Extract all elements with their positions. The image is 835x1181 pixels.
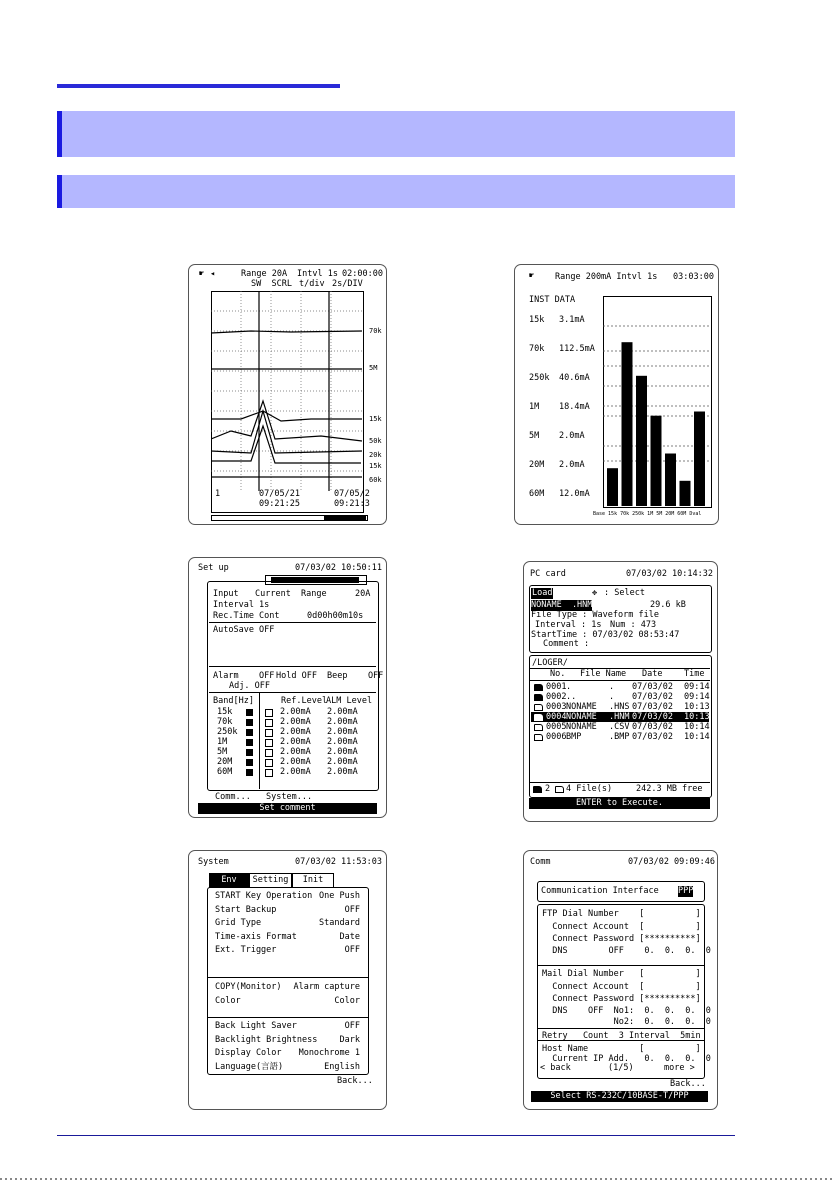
ch-label: 15k — [369, 462, 382, 470]
ch-label: 50k — [369, 437, 382, 445]
footer-hint: Select RS-232C/10BASE-T/PPP — [531, 1091, 708, 1102]
band-bar — [636, 376, 647, 506]
col-time: Time — [684, 669, 705, 679]
file-name: BMP — [566, 732, 582, 742]
band-label: 15k — [217, 707, 233, 717]
ref-checkbox[interactable] — [265, 769, 273, 777]
file-ext: . — [609, 692, 615, 702]
col-no: No. — [550, 669, 566, 679]
input-type[interactable]: Current — [255, 589, 291, 599]
setting-label: Backlight Brightness — [215, 1034, 318, 1045]
setting-label: Language(言語) — [215, 1061, 284, 1072]
setting-value[interactable]: OFF — [344, 945, 360, 955]
file-name: .. — [566, 692, 577, 702]
mode-label: SW SCRL — [251, 279, 292, 289]
file-type-icon — [534, 704, 543, 711]
datetime: 07/03/02 10:14:32 — [626, 569, 713, 579]
folder-icon — [533, 786, 542, 793]
alm-level[interactable]: 2.00mA — [327, 707, 358, 717]
comm-setting-line[interactable]: Connect Password [**********] — [542, 994, 701, 1004]
ref-level[interactable]: 2.00mA — [280, 717, 311, 727]
file-count: 4 File(s) — [566, 784, 613, 794]
comm-setting-line[interactable]: Connect Account [ ] — [542, 982, 701, 992]
file-time: 09:14 — [684, 682, 710, 692]
input-label: Input — [213, 589, 239, 599]
ref-checkbox[interactable] — [265, 749, 273, 757]
setting-label: Ext. Trigger — [215, 945, 277, 955]
band-label: 60M — [529, 489, 545, 499]
bar-plot — [603, 296, 712, 508]
band-label: 5M — [217, 747, 228, 757]
cursor-date-b: 07/05/2 — [334, 489, 370, 499]
band-bar — [607, 468, 618, 506]
band-enabled-marker[interactable] — [246, 769, 253, 776]
alarm[interactable]: Alarm OFF — [213, 671, 275, 681]
x-axis-labels: Base 15k 70k 250k 1M 5M 20M 60M Dval — [593, 511, 702, 517]
footer-hint: ENTER to Execute. — [529, 798, 710, 809]
setting-label: Display Color — [215, 1048, 282, 1058]
rec-time-label: Rec.Time Cont — [213, 611, 280, 621]
band-label: 70k — [529, 344, 545, 354]
file-no: 0001 — [546, 682, 567, 692]
ch-label: 60k — [369, 476, 382, 484]
band-value: 3.1mA — [559, 315, 585, 325]
setting-value[interactable]: Date — [339, 931, 360, 942]
cursor-date-a: 07/05/21 — [259, 489, 300, 499]
cursor-number: 1 — [215, 489, 221, 499]
screen-inst-data — [514, 264, 719, 525]
ref-checkbox[interactable] — [265, 709, 273, 717]
ch-label: 15k — [369, 415, 382, 423]
alm-header: ALM Level — [326, 696, 373, 706]
comm-setting-line[interactable]: Connect Account [ ] — [542, 922, 701, 932]
file-time: 10:14 — [684, 732, 710, 742]
setting-label: Color — [215, 995, 241, 1006]
file-name[interactable]: NONAME .HNM — [531, 600, 593, 610]
screen-title: System — [198, 857, 229, 867]
band-bar — [651, 416, 662, 506]
band-value: 12.0mA — [559, 489, 590, 499]
footer-hint: Set comment — [198, 803, 377, 814]
setting-label: Grid Type — [215, 918, 262, 928]
more-page-button[interactable]: more > — [664, 1063, 695, 1073]
setting-value[interactable]: OFF — [344, 1021, 360, 1031]
band-header: Band[Hz] — [213, 696, 254, 706]
band-value: 2.0mA — [559, 460, 585, 470]
battery-icon: ☛ — [199, 269, 205, 279]
ch-label: 20k — [369, 451, 382, 459]
band-enabled-marker[interactable] — [246, 739, 253, 746]
dpad-icon: ✥ — [592, 588, 598, 598]
setting-value[interactable]: Standard — [319, 918, 360, 928]
interface-value[interactable]: PPP — [678, 886, 694, 896]
battery-icon: ☛ — [529, 271, 535, 281]
header-info: Range 200mA Intvl 1s — [555, 272, 658, 282]
progress-fill — [271, 577, 359, 583]
screen-title: PC card — [530, 569, 566, 579]
system-link[interactable]: System... — [266, 792, 313, 802]
ref-checkbox[interactable] — [265, 719, 273, 727]
file-date: 07/03/02 — [632, 682, 673, 692]
scroll-thumb[interactable] — [324, 515, 366, 521]
file-no: 0004 — [546, 712, 567, 722]
ref-level[interactable]: 2.00mA — [280, 747, 311, 757]
col-date: Date — [642, 669, 663, 679]
file-num: Num : 473 — [610, 620, 657, 630]
band-label: 1M — [529, 402, 540, 412]
tdiv-label: t/div — [299, 279, 325, 289]
band-enabled-marker[interactable] — [246, 729, 253, 736]
file-date: 07/03/02 — [632, 732, 673, 742]
rec-time-value[interactable]: 0d00h00m10s — [307, 611, 364, 621]
file-icon — [555, 786, 564, 793]
adj[interactable]: Adj. OFF — [229, 681, 270, 691]
comm-setting-line[interactable]: Connect Password [**********] — [542, 934, 701, 944]
file-name: . — [566, 682, 572, 692]
interval[interactable]: Interval 1s — [213, 600, 270, 610]
footer-rule — [57, 1135, 735, 1136]
alm-level[interactable]: 2.00mA — [327, 727, 358, 737]
alm-level[interactable]: 2.00mA — [327, 717, 358, 727]
setting-label: Back Light Saver — [215, 1021, 297, 1031]
screen-setup — [188, 557, 387, 818]
setting-value[interactable]: Monochrome 1 — [298, 1048, 360, 1058]
ref-level[interactable]: 2.00mA — [280, 757, 311, 767]
setting-label: START Key Operation — [215, 891, 313, 901]
cursor-time-b: 09:21:3 — [334, 499, 370, 509]
setting-label: Start Backup — [215, 904, 277, 915]
band-label: 60M — [217, 767, 233, 777]
file-comment: Comment : — [543, 639, 590, 649]
file-ext: .HNS — [609, 702, 630, 712]
file-type-icon — [534, 694, 543, 701]
trend-plot — [211, 291, 364, 513]
file-type-icon — [534, 714, 543, 721]
file-time: 09:14 — [684, 692, 710, 702]
setting-value[interactable]: One Push — [319, 891, 360, 901]
alm-level[interactable]: 2.00mA — [327, 767, 358, 777]
ref-checkbox[interactable] — [265, 739, 273, 747]
alm-level[interactable]: 2.00mA — [327, 747, 358, 757]
ref-header: Ref.Level — [281, 696, 328, 706]
file-no: 0002 — [546, 692, 567, 702]
ch-label: 70k — [369, 327, 382, 335]
adiv-label: 2s/DIV — [332, 279, 363, 289]
file-ext: . — [609, 682, 615, 692]
back-link[interactable]: Back... — [337, 1076, 373, 1086]
beep[interactable]: Beep OFF — [327, 671, 384, 681]
band-value: 112.5mA — [559, 344, 595, 354]
comm-setting-line[interactable]: No2: 0. 0. 0. 0 — [542, 1017, 711, 1027]
hold[interactable]: Hold OFF — [276, 671, 317, 681]
band-bar — [622, 342, 633, 506]
inst-data-title: INST DATA — [529, 295, 576, 305]
free-space: 242.3 MB free — [636, 784, 703, 794]
file-date: 07/03/02 — [632, 712, 673, 722]
file-date: 07/03/02 — [632, 702, 673, 712]
screen-pc-card — [523, 561, 718, 822]
file-type: File Type : Waveform file — [531, 610, 659, 620]
band-label: 20M — [529, 460, 545, 470]
comm-setting-line[interactable]: Retry Count 3 Interval 5min — [542, 1031, 701, 1041]
folder-count: 2 — [545, 784, 551, 794]
tab-env[interactable]: Env — [209, 873, 249, 888]
band-enabled-marker[interactable] — [246, 709, 253, 716]
alm-level[interactable]: 2.00mA — [327, 737, 358, 747]
band-label: 1M — [217, 737, 228, 747]
file-ext: .CSV — [609, 722, 630, 732]
screen-system — [188, 850, 387, 1110]
file-interval: Interval : 1s — [535, 620, 602, 630]
range-label: Range 20A — [241, 269, 288, 279]
file-size: 29.6 kB — [650, 600, 686, 610]
file-time: 10:14 — [684, 722, 710, 732]
screen-title: Comm — [530, 857, 551, 867]
file-type-icon — [534, 724, 543, 731]
tab-init[interactable]: Init — [292, 873, 334, 888]
back-link[interactable]: Back... — [670, 1079, 706, 1089]
band-value: 2.0mA — [559, 431, 585, 441]
file-no: 0006 — [546, 732, 567, 742]
ch-label: 5M — [369, 364, 378, 372]
band-bar — [665, 454, 676, 507]
page-indicator: (1/5) — [608, 1063, 634, 1073]
ref-level[interactable]: 2.00mA — [280, 727, 311, 737]
datetime: 07/03/02 10:50:11 — [295, 563, 382, 573]
file-name: NONAME — [566, 722, 597, 732]
back-page-button[interactable]: < back — [540, 1063, 571, 1073]
clock: 03:03:00 — [673, 272, 714, 282]
autosave[interactable]: AutoSave OFF — [213, 625, 275, 635]
ref-level[interactable]: 2.00mA — [280, 737, 311, 747]
file-name: NONAME — [566, 712, 597, 722]
setting-value[interactable]: Alarm capture — [293, 982, 360, 992]
col-name: File Name — [580, 669, 627, 679]
band-value: 18.4mA — [559, 402, 590, 412]
speaker-icon: ◂ — [210, 269, 216, 279]
file-type-icon — [534, 734, 543, 741]
comm-link[interactable]: Comm... — [215, 792, 251, 802]
file-no: 0003 — [546, 702, 567, 712]
load-button[interactable]: Load — [532, 588, 553, 598]
file-date: 07/03/02 — [632, 722, 673, 732]
band-label: 250k — [529, 373, 550, 383]
setting-value[interactable]: English — [324, 1061, 360, 1072]
comm-setting-line[interactable]: Current IP Add. 0. 0. 0. 0 — [542, 1054, 711, 1064]
band-enabled-marker[interactable] — [246, 719, 253, 726]
interval-label: Intvl 1s — [297, 269, 338, 279]
cursor-time-a: 09:21:25 — [259, 499, 300, 509]
setting-value[interactable]: Dark — [339, 1034, 360, 1045]
band-label: 70k — [217, 717, 233, 727]
setting-label: COPY(Monitor) — [215, 982, 282, 992]
file-start: StartTime : 07/03/02 08:53:47 — [531, 630, 680, 640]
range-value[interactable]: 20A — [355, 589, 371, 599]
datetime: 07/03/02 11:53:03 — [295, 857, 382, 867]
file-name: NONAME — [566, 702, 597, 712]
alm-level[interactable]: 2.00mA — [327, 757, 358, 767]
tab-setting[interactable]: Setting — [249, 873, 292, 888]
setting-value[interactable]: Color — [334, 995, 360, 1006]
range-label: Range — [301, 589, 327, 599]
file-date: 07/03/02 — [632, 692, 673, 702]
band-label: 20M — [217, 757, 233, 767]
clock: 02:00:00 — [342, 269, 383, 279]
setting-label: Time-axis Format — [215, 931, 297, 942]
ref-checkbox[interactable] — [265, 759, 273, 767]
select-hint: : Select — [604, 588, 645, 598]
screen-comm — [523, 850, 718, 1110]
datetime: 07/03/02 09:09:46 — [628, 857, 715, 867]
header-rule — [57, 84, 340, 88]
folder-path: /LOGER/ — [532, 658, 568, 668]
comm-setting-line[interactable]: FTP Dial Number [ ] — [542, 909, 701, 919]
ref-level[interactable]: 2.00mA — [280, 767, 311, 777]
band-bar — [680, 481, 691, 506]
ref-checkbox[interactable] — [265, 729, 273, 737]
band-value: 40.6mA — [559, 373, 590, 383]
comm-setting-line[interactable]: DNS OFF No1: 0. 0. 0. 0 — [542, 1006, 711, 1016]
band-label: 5M — [529, 431, 540, 441]
setting-value[interactable]: OFF — [344, 904, 360, 915]
file-ext: .HNM — [609, 712, 630, 722]
ref-level[interactable]: 2.00mA — [280, 707, 311, 717]
comm-setting-line[interactable]: Mail Dial Number [ ] — [542, 969, 701, 979]
band-label: 250k — [217, 727, 238, 737]
band-bar — [694, 412, 705, 507]
file-ext: .BMP — [609, 732, 630, 742]
band-enabled-marker[interactable] — [246, 759, 253, 766]
interface-label: Communication Interface — [541, 886, 659, 896]
comm-setting-line[interactable]: DNS OFF 0. 0. 0. 0 — [542, 946, 711, 956]
screen-trend-graph — [188, 264, 387, 525]
file-time: 10:13 — [684, 712, 710, 722]
subsection-heading-band — [57, 175, 735, 208]
comm-setting-line[interactable]: Host Name [ ] — [542, 1044, 701, 1054]
section-heading-band — [57, 111, 735, 157]
file-no: 0005 — [546, 722, 567, 732]
screen-title: Set up — [198, 563, 229, 573]
band-enabled-marker[interactable] — [246, 749, 253, 756]
page-edge-dots — [0, 1178, 835, 1180]
band-label: 15k — [529, 315, 545, 325]
file-type-icon — [534, 684, 543, 691]
file-time: 10:13 — [684, 702, 710, 712]
